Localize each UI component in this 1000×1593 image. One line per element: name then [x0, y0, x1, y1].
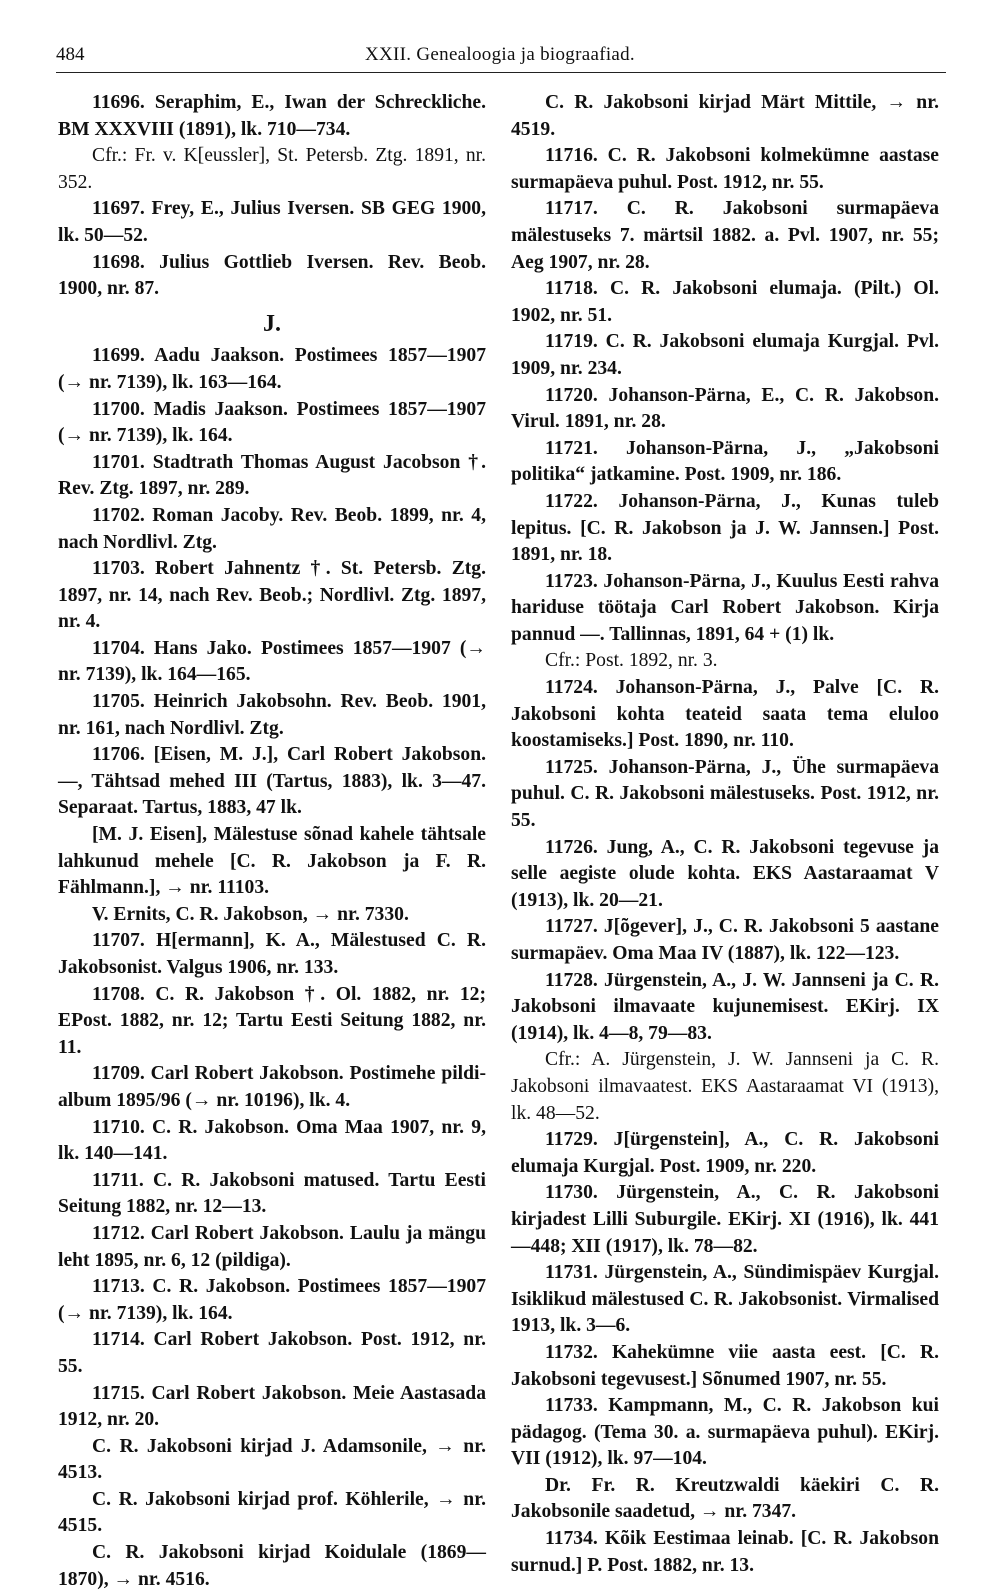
bibliography-entry: 11706. [Eisen, M. J.], Carl Robert Jakobson. —, Tähtsad mehed III (Tartus, 1883), lk. 3—47. Separaat. Tartus, 1883, 47 lk.: [58, 744, 486, 819]
cross-reference: Cfr.: A. Jürgenstein, J. W. Jannseni ja C. R. Jakobsoni ilmavaatest. EKS Aastaraamat VI (1913), lk. 48—52.: [511, 1049, 939, 1124]
header-rule: [56, 72, 946, 73]
bibliography-entry: Dr. Fr. R. Kreutzwaldi käekiri C. R. Jakobsonile saadetud, → nr. 7347.: [511, 1474, 939, 1523]
bibliography-entry: [M. J. Eisen], Mälestuse sõnad kahele tähtsale lahkunud mehele [C. R. Jakobson ja F. R. Fählmann.], → nr. 11103.: [58, 824, 486, 899]
bibliography-entry: 11721. Johanson-Pärna, J., „Jakobsoni politika“ jatkamine. Post. 1909, nr. 186.: [511, 437, 939, 486]
bibliography-entry: 11723. Johanson-Pärna, J., Kuulus Eesti rahva hariduse töötaja Carl Robert Jakobson. Kirja pannud —. Tallinnas, 1891, 64 + (1) lk.: [511, 570, 939, 645]
bibliography-entry: C. R. Jakobsoni kirjad prof. Köhlerile, → nr. 4515.: [58, 1488, 486, 1537]
bibliography-entry: 11717. C. R. Jakobsoni surmapäeva mälestuseks 7. märtsil 1882. a. Pvl. 1907, nr. 55; Aeg 1907, nr. 28.: [511, 198, 939, 273]
bibliography-entry: 11700. Madis Jaakson. Postimees 1857—1907 (→ nr. 7139), lk. 164.: [58, 398, 486, 447]
bibliography-entry: 11718. C. R. Jakobsoni elumaja. (Pilt.) Ol. 1902, nr. 51.: [511, 278, 939, 326]
bibliography-entry: 11733. Kampmann, M., C. R. Jakobson kui pädagog. (Tema 30. a. surmapäeva puhul). EKirj. VII (1912), lk. 97—104.: [511, 1395, 939, 1470]
bibliography-entry: 11704. Hans Jako. Postimees 1857—1907 (→ nr. 7139), lk. 164—165.: [58, 637, 486, 686]
bibliography-entry: 11730. Jürgenstein, A., C. R. Jakobsoni kirjadest Lilli Suburgile. EKirj. XI (1916), lk. 441—448; XII (1917), lk. 78—82.: [511, 1182, 939, 1257]
bibliography-entry: 11697. Frey, E., Julius Iversen. SB GEG 1900, lk. 50—52.: [58, 198, 486, 246]
bibliography-entry: C. R. Jakobsoni kirjad Märt Mittile, → nr. 4519.: [511, 92, 939, 140]
bibliography-entry: 11722. Johanson-Pärna, J., Kunas tuleb lepitus. [C. R. Jakobson ja J. W. Jannsen.] Post. 1891, nr. 18.: [511, 490, 939, 566]
running-title: XXII. Genealoogia ja biograafiad.: [365, 44, 635, 65]
bibliography-entry: 11715. Carl Robert Jakobson. Meie Aastasada 1912, nr. 20.: [58, 1382, 486, 1431]
bibliography-entry: 11714. Carl Robert Jakobson. Post. 1912, nr. 55.: [58, 1329, 486, 1377]
page-header: [56, 44, 944, 72]
page-number: 484: [56, 44, 85, 65]
bibliography-entry: 11709. Carl Robert Jakobson. Postimehe pildi-album 1895/96 (→ nr. 10196), lk. 4.: [58, 1063, 486, 1111]
bibliography-entry: 11731. Jürgenstein, A., Sündimispäev Kurgjal. Isiklikud mälestused C. R. Jakobsonist. Virmalised 1913, lk. 3—6.: [511, 1262, 939, 1337]
right-column: [511, 90, 939, 1579]
bibliography-entry: 11699. Aadu Jaakson. Postimees 1857—1907 (→ nr. 7139), lk. 163—164.: [58, 345, 486, 393]
bibliography-entry: C. R. Jakobsoni kirjad Koidulale (1869—1870), → nr. 4516.: [58, 1542, 486, 1590]
bibliography-entry: 11724. Johanson-Pärna, J., Palve [C. R. Jakobsoni kohta teateid saata tema eluloo koostamiseks.] Post. 1890, nr. 110.: [511, 677, 939, 752]
bibliography-entry: 11713. C. R. Jakobson. Postimees 1857—1907 (→ nr. 7139), lk. 164.: [58, 1276, 486, 1324]
bibliography-entry: 11705. Heinrich Jakobsohn. Rev. Beob. 1901, nr. 161, nach Nordlivl. Ztg.: [58, 691, 486, 739]
bibliography-entry: 11734. Kõik Eestimaa leinab. [C. R. Jakobson surnud.] P. Post. 1882, nr. 13.: [511, 1528, 939, 1576]
cross-reference: Cfr.: Fr. v. K[eussler], St. Petersb. Ztg. 1891, nr. 352.: [58, 145, 486, 193]
bibliography-entry: 11720. Johanson-Pärna, E., C. R. Jakobson. Virul. 1891, nr. 28.: [511, 384, 939, 433]
left-column: [58, 90, 486, 1593]
bibliography-entry: 11702. Roman Jacoby. Rev. Beob. 1899, nr. 4, nach Nordlivl. Ztg.: [58, 504, 486, 553]
bibliography-entry: 11732. Kahekümne viie aasta eest. [C. R. Jakobsoni tegevusest.] Sõnumed 1907, nr. 55.: [511, 1341, 939, 1390]
bibliography-entry: 11719. C. R. Jakobsoni elumaja Kurgjal. Pvl. 1909, nr. 234.: [511, 331, 939, 379]
bibliography-entry: 11708. C. R. Jakobson †. Ol. 1882, nr. 12; EPost. 1882, nr. 12; Tartu Eesti Seitung 1882, nr. 11.: [58, 983, 486, 1058]
bibliography-entry: 11710. C. R. Jakobson. Oma Maa 1907, nr. 9, lk. 140—141.: [58, 1116, 486, 1165]
bibliography-entry: V. Ernits, C. R. Jakobson, → nr. 7330.: [92, 903, 409, 925]
bibliography-entry: 11701. Stadtrath Thomas August Jacobson †. Rev. Ztg. 1897, nr. 289.: [58, 451, 486, 500]
bibliography-entry: 11712. Carl Robert Jakobson. Laulu ja mängu leht 1895, nr. 6, 12 (pildiga).: [58, 1222, 486, 1271]
section-heading: J.: [263, 310, 281, 337]
bibliography-entry: 11728. Jürgenstein, A., J. W. Jannseni ja C. R. Jakobsoni ilmavaate kujunemisest. EKirj. IX (1914), lk. 4—8, 79—83.: [511, 969, 939, 1044]
cross-reference: Cfr.: Post. 1892, nr. 3.: [545, 650, 718, 672]
bibliography-entry: 11703. Robert Jahnentz †. St. Petersb. Ztg. 1897, nr. 14, nach Rev. Beob.; Nordlivl. Ztg. 1897, nr. 4.: [58, 558, 486, 633]
bibliography-entry: 11725. Johanson-Pärna, J., Ühe surmapäeva puhul. C. R. Jakobsoni mälestuseks. Post. 1912, nr. 55.: [511, 756, 939, 832]
bibliography-entry: 11716. C. R. Jakobsoni kolmekümne aastase surmapäeva puhul. Post. 1912, nr. 55.: [511, 145, 939, 193]
bibliography-entry: 11707. H[ermann], K. A., Mälestused C. R. Jakobsonist. Valgus 1906, nr. 133.: [58, 930, 486, 978]
bibliography-entry: C. R. Jakobsoni kirjad J. Adamsonile, → nr. 4513.: [58, 1435, 486, 1484]
bibliography-entry: 11729. J[ürgenstein], A., C. R. Jakobsoni elumaja Kurgjal. Post. 1909, nr. 220.: [511, 1129, 939, 1177]
bibliography-entry: 11727. J[õgever], J., C. R. Jakobsoni 5 aastane surmapäev. Oma Maa IV (1887), lk. 122—123.: [511, 916, 939, 964]
bibliography-entry: 11726. Jung, A., C. R. Jakobsoni tegevuse ja selle aegiste olude kohta. EKS Aastaraamat V (1913), lk. 20—21.: [511, 836, 939, 911]
bibliography-entry: 11711. C. R. Jakobsoni matused. Tartu Eesti Seitung 1882, nr. 12—13.: [58, 1169, 486, 1218]
bibliography-entry: 11698. Julius Gottlieb Iversen. Rev. Beob. 1900, nr. 87.: [58, 251, 486, 300]
bibliography-entry: 11696. Seraphim, E., Iwan der Schreckliche. BM XXXVIII (1891), lk. 710—734.: [58, 92, 486, 140]
